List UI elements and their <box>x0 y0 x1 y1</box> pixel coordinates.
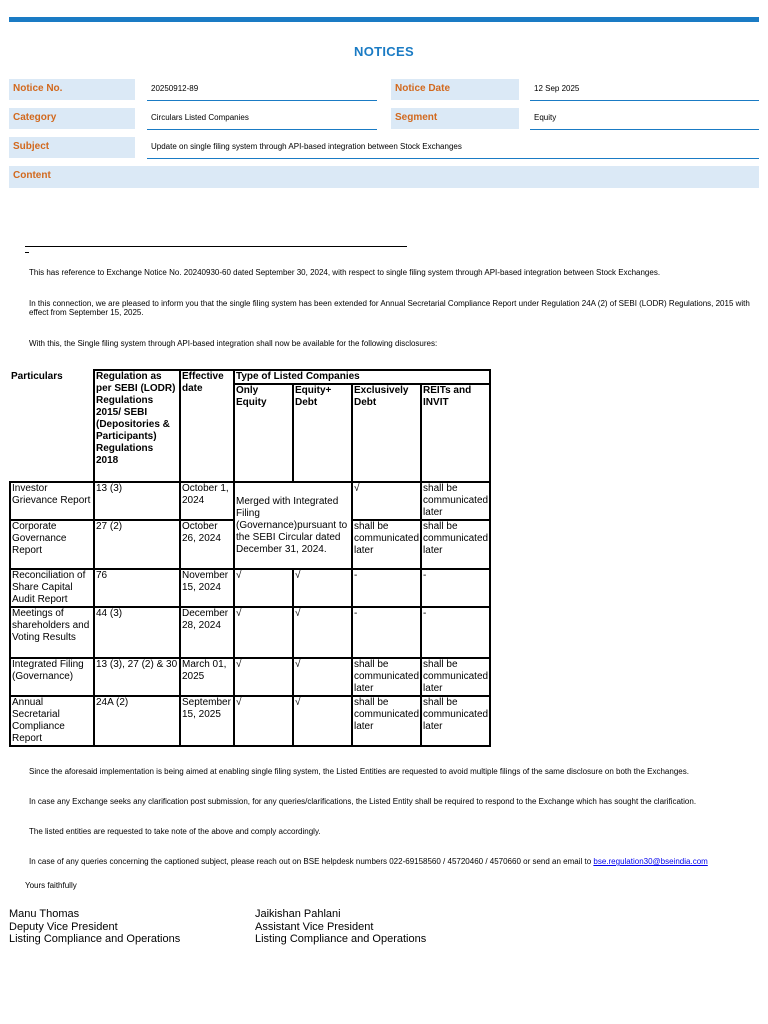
paragraph-extension: In this connection, we are pleased to inform you that the single filing system has been extended for Annual Secretarial Compliance Report under Regulation 24A (2) of SEBI (LODR) Regulations, 2015 with effect from September 15, 2025. <box>29 299 750 317</box>
divider <box>25 246 407 247</box>
header-effective-date: Effective date <box>180 370 234 482</box>
cell-regulation: 44 (3) <box>94 607 180 658</box>
top-accent-bar <box>9 17 759 22</box>
cell-only-equity: √ <box>234 696 293 746</box>
signatory-title: Deputy Vice President <box>9 920 118 933</box>
cell-only-equity: √ <box>234 569 293 607</box>
cell-reits: shall be communicated later <box>423 659 489 694</box>
cell-regulation: 24A (2) <box>94 696 180 746</box>
cell-particular: Integrated Filing (Governance) <box>10 658 94 696</box>
paragraph-queries <box>29 857 764 866</box>
header-equity-debt: Equity+ Debt <box>293 384 352 482</box>
header-regulation: Regulation as per SEBI (LODR) Regulations 2015/ SEBI (Depositories & Participants) Regulations 2018 <box>94 370 180 482</box>
cell-date: December 28, 2024 <box>180 607 234 658</box>
segment-value: Equity <box>530 108 759 130</box>
disclosures-table <box>9 369 491 747</box>
cell-date: October 26, 2024 <box>180 520 234 569</box>
cell-regulation: 27 (2) <box>94 520 180 569</box>
segment-label: Segment <box>391 108 519 129</box>
category-value: Circulars Listed Companies <box>147 108 377 130</box>
cell-equity-debt: √ <box>293 607 352 658</box>
cell-reits: - <box>421 569 490 607</box>
cell-exclusive-debt: shall be communicated later <box>354 659 420 694</box>
signatory-name: Manu Thomas <box>9 908 80 920</box>
cell-reits: - <box>421 607 490 658</box>
cell-particular: Annual Secretarial Compliance Report <box>10 696 94 746</box>
cell-regulation: 13 (3), 27 (2) & 30 <box>94 658 180 696</box>
cell-reits: shall be communicated later <box>421 696 490 746</box>
paragraph-availability: With this, the Single filing system through API-based integration shall now be available for the following disclosures: <box>29 339 438 348</box>
cell-exclusive-debt: - <box>352 607 421 658</box>
cell-regulation: 76 <box>94 569 180 607</box>
table-row <box>10 569 490 607</box>
queries-text: In case of any queries concerning the captioned subject, please reach out on BSE helpdesk numbers 022-69158560 / 45720460 / 4570660 or send an email to <box>29 857 594 866</box>
header-only-equity: Only Equity <box>234 384 293 482</box>
cell-exclusive-debt: - <box>352 569 421 607</box>
cell-only-equity: √ <box>234 607 293 658</box>
closing-salutation: Yours faithfully <box>25 881 77 890</box>
cell-regulation: 13 (3) <box>94 482 180 520</box>
cell-date: September 15, 2025 <box>180 696 234 746</box>
page-title: NOTICES <box>354 44 414 59</box>
subject-value: Update on single filing system through API-based integration between Stock Exchanges <box>147 137 759 159</box>
cell-exclusive-debt: √ <box>352 482 421 520</box>
cell-particular: Meetings of shareholders and Voting Results <box>10 607 94 658</box>
header-exclusive-debt: Exclusively Debt <box>352 384 421 482</box>
cell-date: March 01, 2025 <box>180 658 234 696</box>
cell-exclusive-debt: shall be communicated later <box>352 696 421 746</box>
content-label: Content <box>9 166 759 188</box>
signatory-name: Jaikishan Pahlani <box>255 908 341 920</box>
category-label: Category <box>9 108 135 129</box>
signatory-title: Assistant Vice President <box>255 920 374 933</box>
paragraph-reference: This has reference to Exchange Notice No. 20240930-60 dated September 30, 2024, with respect to single filing system through API-based integration between Stock Exchanges. <box>29 268 661 277</box>
cell-date: October 1, 2024 <box>180 482 234 520</box>
cell-exclusive-debt: shall be communicated later <box>352 520 421 569</box>
cell-equity-debt: √ <box>293 658 352 696</box>
cell-particular: Investor Grievance Report <box>10 482 94 520</box>
cell-reits: shall be communicated later <box>423 483 489 518</box>
cell-particular: Reconciliation of Share Capital Audit Report <box>10 569 94 607</box>
signatory-department: Listing Compliance and Operations <box>255 933 427 945</box>
cell-equity-debt: √ <box>293 696 352 746</box>
table-row <box>10 658 490 696</box>
signatory-department: Listing Compliance and Operations <box>9 933 181 945</box>
paragraph-clarification: In case any Exchange seeks any clarification post submission, for any queries/clarifications, the Listed Entity shall be required to respond to the Exchange which has sought the clarification. <box>29 797 697 806</box>
signatory-block-right <box>255 908 426 946</box>
notice-date-value: 12 Sep 2025 <box>530 79 759 101</box>
table-row <box>10 696 490 746</box>
cell-reits: shall be communicated later <box>421 520 490 569</box>
header-type-of-companies: Type of Listed Companies <box>234 370 490 384</box>
signatory-block-left <box>9 908 180 946</box>
notice-date-label: Notice Date <box>391 79 519 100</box>
header-particulars: Particulars <box>11 371 63 382</box>
paragraph-avoid-multiple-filings: Since the aforesaid implementation is being aimed at enabling single filing system, the Listed Entities are requested to avoid multiple filings of the same disclosure on both the Exchanges. <box>29 767 689 776</box>
header-reits-invit: REITs and INVIT <box>421 384 490 482</box>
cell-only-equity: √ <box>234 658 293 696</box>
table-row <box>10 482 490 520</box>
cell-merged-note: Merged with Integrated Filing (Governance)pursuant to the SEBI Circular dated December 31, 2024. <box>234 482 352 569</box>
notice-no-value: 20250912-89 <box>147 79 377 101</box>
table-row <box>10 607 490 658</box>
dash-mark <box>25 252 29 253</box>
cell-particular: Corporate Governance Report <box>10 520 94 569</box>
email-link[interactable]: bse.regulation30@bseindia.com <box>593 857 708 866</box>
subject-label: Subject <box>9 137 135 158</box>
paragraph-take-note: The listed entities are requested to take note of the above and comply accordingly. <box>29 827 321 836</box>
notice-no-label: Notice No. <box>9 79 135 100</box>
cell-date: November 15, 2024 <box>180 569 234 607</box>
cell-equity-debt: √ <box>293 569 352 607</box>
